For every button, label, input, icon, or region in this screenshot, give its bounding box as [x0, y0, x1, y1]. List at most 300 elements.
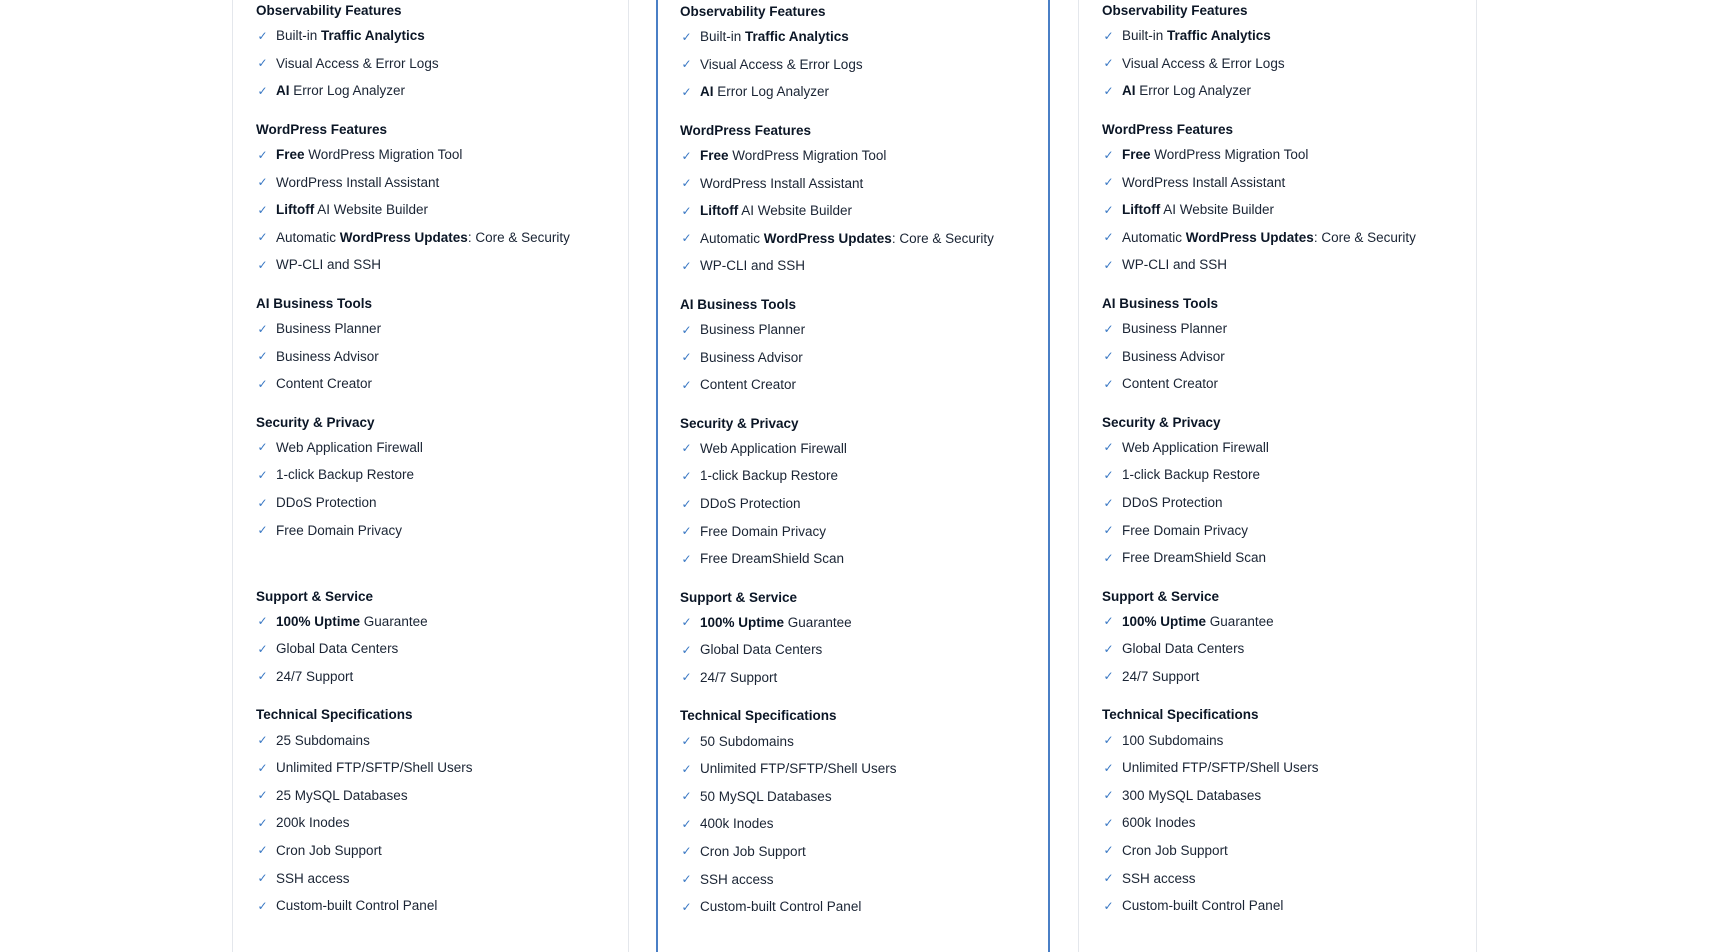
feature-item [1102, 77, 1466, 105]
feature-section [256, 293, 618, 398]
feature-item [1102, 892, 1466, 920]
check-icon: ✓ [257, 56, 268, 71]
feature-item-part: WordPress Install Assistant [700, 175, 864, 191]
feature-item-part: Global Data Centers [276, 641, 399, 657]
plan-card-2-features [680, 1, 1038, 920]
feature-item-text [1122, 669, 1199, 684]
feature-item-text [700, 872, 774, 887]
feature-item-part: WP-CLI and SSH [1122, 257, 1228, 273]
feature-item [1102, 754, 1466, 782]
check-icon: ✓ [1103, 349, 1114, 364]
feature-item-text [276, 349, 379, 364]
feature-section-title: Support & Service [680, 589, 798, 605]
section-gap [256, 572, 618, 586]
feature-item [256, 370, 618, 398]
feature-item [256, 781, 618, 809]
feature-item-text [276, 843, 382, 858]
feature-item-text [700, 816, 774, 831]
feature-item-part: Error Log Analyzer [289, 83, 406, 99]
check-icon: ✓ [681, 816, 692, 831]
feature-item-text [276, 871, 350, 886]
check-icon: ✓ [257, 614, 268, 629]
feature-item [680, 755, 1038, 783]
feature-item-part: 1-click Backup Restore [276, 467, 415, 483]
section-gap [1102, 105, 1466, 119]
feature-section [1102, 586, 1466, 691]
feature-item [680, 893, 1038, 921]
check-icon: ✓ [1103, 669, 1114, 684]
check-icon: ✓ [257, 641, 268, 656]
feature-item-text [1122, 376, 1218, 391]
feature-item [1102, 196, 1466, 224]
feature-item-emphasis: Traffic Analytics [745, 29, 849, 45]
check-icon: ✓ [1103, 760, 1114, 775]
check-icon: ✓ [1103, 28, 1114, 43]
feature-item [680, 142, 1038, 170]
feature-item-text [700, 203, 852, 218]
feature-item [256, 315, 618, 343]
feature-item-text [700, 148, 886, 163]
feature-item-part: 24/7 Support [276, 668, 354, 684]
feature-item-part: Automatic [1122, 229, 1186, 245]
feature-item-part: 25 MySQL Databases [276, 787, 408, 803]
feature-item-part: DDoS Protection [276, 495, 377, 511]
feature-section-title: Technical Specifications [680, 708, 837, 724]
feature-item-part: 200k Inodes [276, 815, 350, 831]
feature-item [256, 892, 618, 920]
check-icon: ✓ [681, 496, 692, 511]
check-icon: ✓ [1103, 788, 1114, 803]
feature-item [680, 545, 1038, 573]
check-icon: ✓ [1103, 614, 1114, 629]
feature-item [256, 168, 618, 196]
feature-section-title: Technical Specifications [1102, 707, 1259, 723]
check-icon: ✓ [257, 376, 268, 391]
feature-section [680, 1, 1038, 106]
feature-item-part: Global Data Centers [1122, 641, 1245, 657]
check-icon: ✓ [1103, 440, 1114, 455]
feature-section [256, 412, 618, 572]
feature-item-part: Built-in [1122, 28, 1168, 44]
feature-item-text [276, 733, 370, 748]
feature-item-part: Custom-built Control Panel [276, 898, 438, 914]
feature-item-text [276, 147, 462, 162]
feature-item-part: Visual Access & Error Logs [700, 56, 863, 72]
feature-item-part: Web Application Firewall [276, 439, 423, 455]
check-icon: ✓ [1103, 641, 1114, 656]
feature-item [1102, 837, 1466, 865]
feature-item-emphasis: Free [700, 148, 729, 164]
plan-card-3-features [1102, 0, 1466, 919]
feature-item-part: Free DreamShield Scan [700, 551, 845, 567]
feature-item [680, 371, 1038, 399]
check-icon: ✓ [257, 257, 268, 272]
feature-item-text [700, 258, 805, 273]
feature-item-part: WordPress Install Assistant [276, 174, 440, 190]
feature-item-part: SSH access [700, 871, 774, 887]
feature-item-text [700, 231, 994, 246]
feature-item-part: 300 MySQL Databases [1122, 787, 1262, 803]
feature-item-part: Business Planner [700, 322, 806, 338]
check-icon: ✓ [257, 733, 268, 748]
feature-item-emphasis: AI [700, 84, 714, 100]
check-icon: ✓ [1103, 898, 1114, 913]
section-gap [680, 106, 1038, 120]
feature-item-text [700, 734, 794, 749]
feature-item-part: Error Log Analyzer [713, 84, 830, 100]
feature-item-emphasis: WordPress Updates [339, 229, 468, 245]
section-gap [1102, 398, 1466, 412]
feature-item-emphasis: 100% Uptime [1122, 613, 1207, 629]
feature-section-title: Support & Service [256, 588, 374, 604]
feature-item-text [700, 468, 838, 483]
feature-item-text [1122, 56, 1285, 71]
feature-item-part: Business Advisor [276, 348, 379, 364]
check-icon: ✓ [257, 28, 268, 43]
check-icon: ✓ [681, 642, 692, 657]
section-gap [680, 399, 1038, 413]
feature-item [256, 342, 618, 370]
feature-item [1102, 50, 1466, 78]
feature-item-part: Web Application Firewall [700, 440, 847, 456]
feature-item-part: 24/7 Support [1122, 668, 1200, 684]
feature-item [1102, 168, 1466, 196]
feature-item-text [276, 56, 439, 71]
feature-item [680, 490, 1038, 518]
section-gap [256, 105, 618, 119]
feature-item-text [276, 83, 405, 98]
feature-section [1102, 704, 1466, 919]
check-icon: ✓ [257, 175, 268, 190]
feature-item [680, 865, 1038, 893]
check-icon: ✓ [257, 898, 268, 913]
feature-section-title: Observability Features [256, 3, 402, 18]
feature-section [1102, 0, 1466, 105]
feature-item-part: Content Creator [1122, 376, 1219, 392]
feature-item [1102, 516, 1466, 544]
feature-section [1102, 119, 1466, 279]
feature-section-title: WordPress Features [1102, 121, 1234, 137]
feature-item-text [1122, 815, 1196, 830]
feature-item-part: Cron Job Support [276, 842, 382, 858]
feature-item-text [1122, 495, 1223, 510]
feature-section-title: Technical Specifications [256, 707, 413, 723]
feature-item-part: Free DreamShield Scan [1122, 550, 1267, 566]
feature-item-emphasis: Liftoff [1122, 202, 1161, 218]
feature-item-text [276, 202, 428, 217]
feature-item-emphasis: AI [1122, 83, 1136, 99]
feature-item-text [700, 899, 861, 914]
feature-item [1102, 635, 1466, 663]
feature-item-text [700, 84, 829, 99]
feature-item-part: WordPress Migration Tool [1150, 147, 1309, 163]
feature-item-text [1122, 898, 1283, 913]
feature-item-part: Global Data Centers [700, 642, 823, 658]
feature-item-text [1122, 230, 1416, 245]
feature-section-title: AI Business Tools [680, 296, 797, 312]
feature-item-text [276, 788, 408, 803]
feature-item [1102, 608, 1466, 636]
check-icon: ✓ [1103, 147, 1114, 162]
feature-item-part: 400k Inodes [700, 816, 774, 832]
feature-item-part: Built-in [276, 28, 322, 44]
feature-item [256, 635, 618, 663]
check-icon: ✓ [681, 468, 692, 483]
feature-item-part: Business Advisor [700, 349, 803, 365]
feature-item-part: Visual Access & Error Logs [276, 55, 439, 71]
feature-item [256, 864, 618, 892]
check-icon: ✓ [681, 872, 692, 887]
check-icon: ✓ [257, 495, 268, 510]
feature-item [1102, 489, 1466, 517]
feature-item-emphasis: WordPress Updates [763, 230, 892, 246]
feature-item-part: 1-click Backup Restore [1122, 467, 1261, 483]
feature-item-text [276, 614, 428, 629]
check-icon: ✓ [681, 350, 692, 365]
feature-item [680, 51, 1038, 79]
check-icon: ✓ [257, 202, 268, 217]
feature-item-emphasis: WordPress Updates [1185, 229, 1314, 245]
check-icon: ✓ [1103, 523, 1114, 538]
check-icon: ✓ [681, 29, 692, 44]
feature-item-emphasis: Traffic Analytics [321, 28, 425, 44]
feature-item [1102, 544, 1466, 572]
check-icon: ✓ [257, 788, 268, 803]
feature-item-part: Free Domain Privacy [276, 522, 403, 538]
check-icon: ✓ [257, 230, 268, 245]
check-icon: ✓ [257, 321, 268, 336]
feature-item-part: : Core & Security [891, 230, 994, 246]
feature-item-part: DDoS Protection [1122, 495, 1223, 511]
feature-item-emphasis: 100% Uptime [700, 614, 785, 630]
section-gap [680, 573, 1038, 587]
feature-item [680, 316, 1038, 344]
feature-item-part: WordPress Install Assistant [1122, 174, 1286, 190]
feature-item-text [276, 898, 437, 913]
feature-section-title: AI Business Tools [1102, 295, 1219, 311]
check-icon: ✓ [1103, 56, 1114, 71]
feature-item-text [1122, 760, 1319, 775]
check-icon: ✓ [681, 761, 692, 776]
feature-item-text [1122, 843, 1228, 858]
feature-section [256, 586, 618, 691]
section-gap [256, 690, 618, 704]
check-icon: ✓ [257, 669, 268, 684]
feature-item-emphasis: Free [276, 147, 305, 163]
section-gap [256, 398, 618, 412]
check-icon: ✓ [1103, 83, 1114, 98]
feature-item-text [276, 257, 381, 272]
feature-item-part: SSH access [1122, 870, 1196, 886]
feature-item-part: AI Website Builder [738, 203, 853, 219]
feature-item [680, 810, 1038, 838]
feature-item-emphasis: Liftoff [700, 203, 739, 219]
check-icon: ✓ [1103, 815, 1114, 830]
feature-item-text [700, 350, 803, 365]
feature-item [680, 23, 1038, 51]
check-icon: ✓ [257, 843, 268, 858]
feature-item-part: Web Application Firewall [1122, 439, 1269, 455]
feature-item-text [700, 496, 801, 511]
feature-item-part: Business Planner [1122, 321, 1228, 337]
feature-item-part: Guarantee [784, 614, 852, 630]
feature-item-part: 100 Subdomains [1122, 732, 1224, 748]
feature-item-emphasis: Free [1122, 147, 1151, 163]
feature-item-text [276, 467, 414, 482]
feature-item-text [1122, 321, 1227, 336]
feature-item-text [1122, 788, 1261, 803]
feature-item-text [700, 670, 777, 685]
check-icon: ✓ [681, 258, 692, 273]
check-icon: ✓ [257, 440, 268, 455]
feature-item [680, 517, 1038, 545]
feature-item [256, 50, 618, 78]
plan-card-3 [1078, 0, 1477, 952]
check-icon: ✓ [681, 231, 692, 246]
feature-item [680, 252, 1038, 280]
feature-item [1102, 370, 1466, 398]
feature-item [680, 169, 1038, 197]
feature-item-text [1122, 550, 1266, 565]
feature-item [680, 343, 1038, 371]
check-icon: ✓ [681, 322, 692, 337]
feature-item-part: 25 Subdomains [276, 732, 370, 748]
feature-item-text [700, 176, 863, 191]
feature-item [680, 664, 1038, 692]
feature-item-text [1122, 523, 1248, 538]
check-icon: ✓ [257, 147, 268, 162]
feature-item-text [276, 376, 372, 391]
feature-section [1102, 293, 1466, 398]
feature-item-part: 600k Inodes [1122, 815, 1196, 831]
feature-item [680, 727, 1038, 755]
feature-section [680, 587, 1038, 692]
feature-item-text [1122, 733, 1223, 748]
feature-item [680, 462, 1038, 490]
feature-item-text [700, 642, 822, 657]
feature-item [1102, 461, 1466, 489]
feature-item-part: Built-in [700, 29, 746, 45]
feature-item-part: Unlimited FTP/SFTP/Shell Users [276, 760, 473, 776]
check-icon: ✓ [257, 467, 268, 482]
feature-item-part: 1-click Backup Restore [700, 468, 839, 484]
feature-item [256, 434, 618, 462]
feature-section-title: WordPress Features [680, 122, 812, 138]
feature-item-text [700, 844, 806, 859]
plan-card-2-featured [656, 0, 1050, 952]
feature-item-text [1122, 641, 1244, 656]
feature-item [256, 196, 618, 224]
feature-item [680, 435, 1038, 463]
check-icon: ✓ [1103, 843, 1114, 858]
check-icon: ✓ [1103, 733, 1114, 748]
feature-section-title: WordPress Features [256, 121, 388, 137]
feature-item-part: 50 Subdomains [700, 733, 794, 749]
feature-item [256, 754, 618, 782]
feature-item-text [276, 321, 381, 336]
check-icon: ✓ [681, 615, 692, 630]
feature-item-part: Unlimited FTP/SFTP/Shell Users [700, 761, 897, 777]
feature-section-title: Security & Privacy [256, 414, 375, 430]
feature-section-title: Security & Privacy [680, 415, 799, 431]
feature-item [256, 608, 618, 636]
feature-section [256, 119, 618, 279]
check-icon: ✓ [681, 84, 692, 99]
feature-item-text [700, 29, 849, 44]
feature-item [256, 224, 618, 252]
feature-item-text [1122, 175, 1285, 190]
feature-item-part: WP-CLI and SSH [700, 258, 806, 274]
feature-item-part: WordPress Migration Tool [304, 147, 463, 163]
feature-item [680, 609, 1038, 637]
check-icon: ✓ [681, 203, 692, 218]
feature-item-text [1122, 257, 1227, 272]
section-gap [1102, 572, 1466, 586]
check-icon: ✓ [1103, 175, 1114, 190]
feature-item [256, 22, 618, 50]
feature-item-part: Custom-built Control Panel [700, 899, 862, 915]
feature-item-part: 24/7 Support [700, 669, 778, 685]
feature-item [1102, 434, 1466, 462]
feature-item [680, 838, 1038, 866]
feature-item [1102, 342, 1466, 370]
feature-item-part: WP-CLI and SSH [276, 257, 382, 273]
feature-item-text [700, 761, 897, 776]
check-icon: ✓ [681, 899, 692, 914]
feature-item-text [276, 669, 353, 684]
feature-item-part: AI Website Builder [314, 202, 429, 218]
check-icon: ✓ [1103, 495, 1114, 510]
check-icon: ✓ [257, 523, 268, 538]
check-icon: ✓ [257, 349, 268, 364]
feature-item-part: Free Domain Privacy [1122, 522, 1249, 538]
feature-item-text [700, 441, 847, 456]
feature-item-text [1122, 202, 1274, 217]
feature-item-text [700, 615, 852, 630]
feature-item [680, 636, 1038, 664]
feature-item [1102, 809, 1466, 837]
check-icon: ✓ [1103, 230, 1114, 245]
feature-item [1102, 726, 1466, 754]
feature-section-title: Security & Privacy [1102, 414, 1221, 430]
check-icon: ✓ [681, 670, 692, 685]
feature-item-text [1122, 28, 1271, 43]
feature-item-part: : Core & Security [467, 229, 570, 245]
feature-item-text [700, 524, 826, 539]
feature-section-title: Support & Service [1102, 588, 1220, 604]
check-icon: ✓ [1103, 376, 1114, 391]
feature-item-part: : Core & Security [1313, 229, 1416, 245]
feature-item-emphasis: 100% Uptime [276, 613, 361, 629]
check-icon: ✓ [1103, 321, 1114, 336]
feature-section-title: AI Business Tools [256, 295, 373, 311]
check-icon: ✓ [681, 551, 692, 566]
feature-item [256, 837, 618, 865]
check-icon: ✓ [681, 148, 692, 163]
feature-item-part: Unlimited FTP/SFTP/Shell Users [1122, 760, 1319, 776]
feature-item [1102, 864, 1466, 892]
feature-item [1102, 141, 1466, 169]
feature-item-part: Content Creator [700, 377, 797, 393]
feature-section [1102, 412, 1466, 572]
feature-section-title: Observability Features [680, 4, 826, 19]
feature-item-text [1122, 467, 1260, 482]
feature-item-part: Automatic [276, 229, 340, 245]
section-spacer [256, 544, 618, 572]
feature-item-part: Business Advisor [1122, 348, 1225, 364]
check-icon: ✓ [681, 176, 692, 191]
check-icon: ✓ [681, 524, 692, 539]
